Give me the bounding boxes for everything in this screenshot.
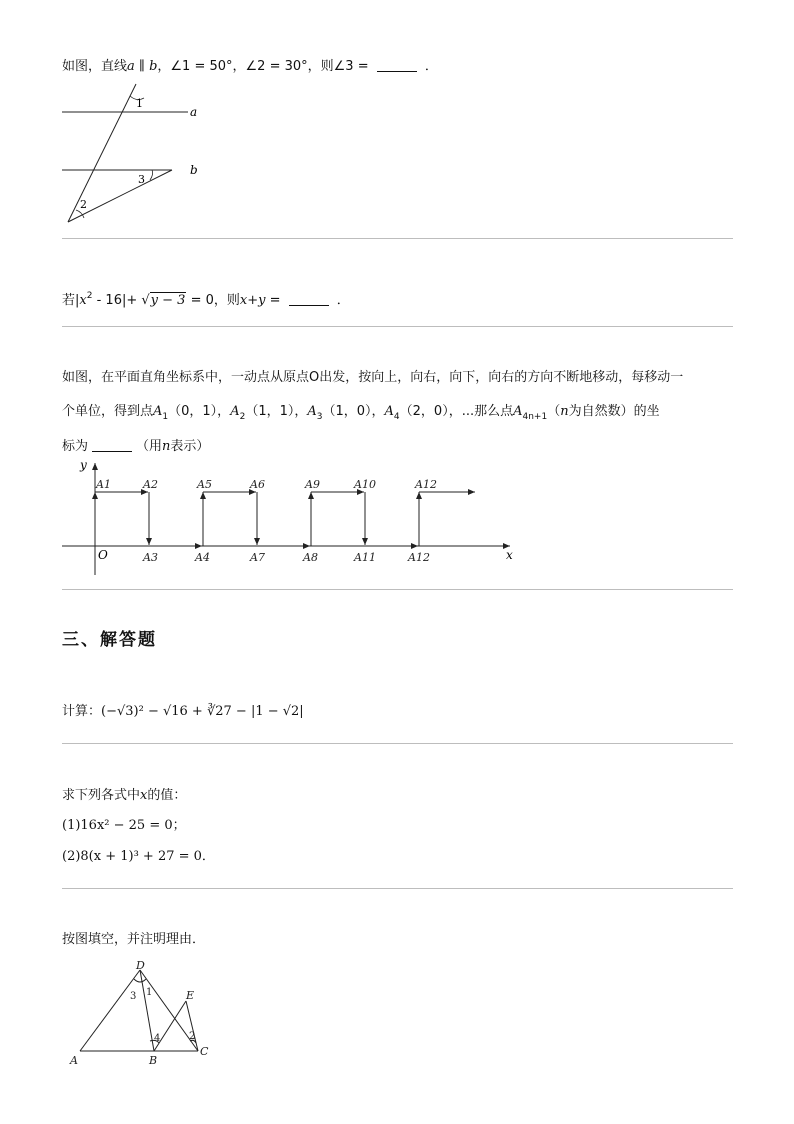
label-A4: A4 [195,551,210,564]
point-B-label: B [149,1054,158,1067]
line-a-label: a [190,105,198,119]
angle-3-label: 3 [138,173,145,186]
angle-2-label: 2 [189,1031,196,1042]
point-E-label: E [186,989,195,1002]
label-A7: A7 [250,551,265,564]
label-A11: A11 [354,551,376,564]
label-A12: A12 [408,551,430,564]
q1-text: 如图，直线a ∥ b，∠1 = 50°，∠2 = 30°，则∠3 = ． [62,59,438,74]
q3-line3: 标为 （用n表示） [62,439,210,454]
section-heading: 三、解答题 [62,630,157,650]
point-A-label: A [70,1054,78,1067]
answer-blank[interactable] [289,293,329,306]
x-axis-label: x [506,548,513,562]
divider [62,238,733,239]
divider [62,589,733,590]
q3-line1: 如图，在平面直角坐标系中，一动点从原点O出发，按向上，向右，向下，向右的方向不断地移动，每移动一 [62,370,684,385]
angle-1-label: 1 [146,987,153,998]
point-D-label: D [136,959,145,972]
divider [62,743,733,744]
label-A9: A9 [305,478,320,491]
q3-line2: 个单位，得到点$A_1(0$，1），$A_2(1$，1），$A_3(1$，0），$A_4(2$，0），...那么点$A_{4n+1}(n$为自然数）的坐 [62,404,660,422]
angle-2-label: 2 [80,198,87,211]
q1-parallel-lines-figure [60,80,220,230]
point-C-label: C [200,1045,209,1058]
q6-text: 按图填空，并注明理由． [62,932,206,947]
y-axis-label: y [80,458,87,472]
answer-blank[interactable] [377,59,417,72]
q6-triangle-figure [62,955,222,1070]
origin-label: O [98,548,108,562]
q2-text: 若$|x^2 - 16|+ √y - 3 = 0$，则x+y = ． [62,291,350,308]
divider [62,326,733,327]
q5-part2: (2)8(x + 1)³ + 27 = 0． [62,849,215,864]
label-A6: A6 [250,478,265,491]
label-A3: A3 [143,551,158,564]
label-A12-top: A12 [415,478,437,491]
angle-1-label: 1 [136,97,143,110]
label-A10: A10 [354,478,376,491]
label-A5: A5 [197,478,212,491]
angle-3-label: 3 [130,991,137,1002]
label-A1: A1 [96,478,111,491]
q4-text: 计算：(−√3)² − √16 + ∛27 − |1 − √2| [62,704,304,719]
q3-coordinate-path-graph [60,455,520,580]
angle-4-label: 4 [154,1033,161,1044]
q5-title: 求下列各式中x的值： [62,788,187,803]
line-b-label: b [190,163,198,177]
label-A2: A2 [143,478,158,491]
answer-blank[interactable] [92,439,132,452]
divider [62,888,733,889]
q5-part1: (1)16x² − 25 = 0； [62,818,186,833]
label-A8: A8 [303,551,318,564]
